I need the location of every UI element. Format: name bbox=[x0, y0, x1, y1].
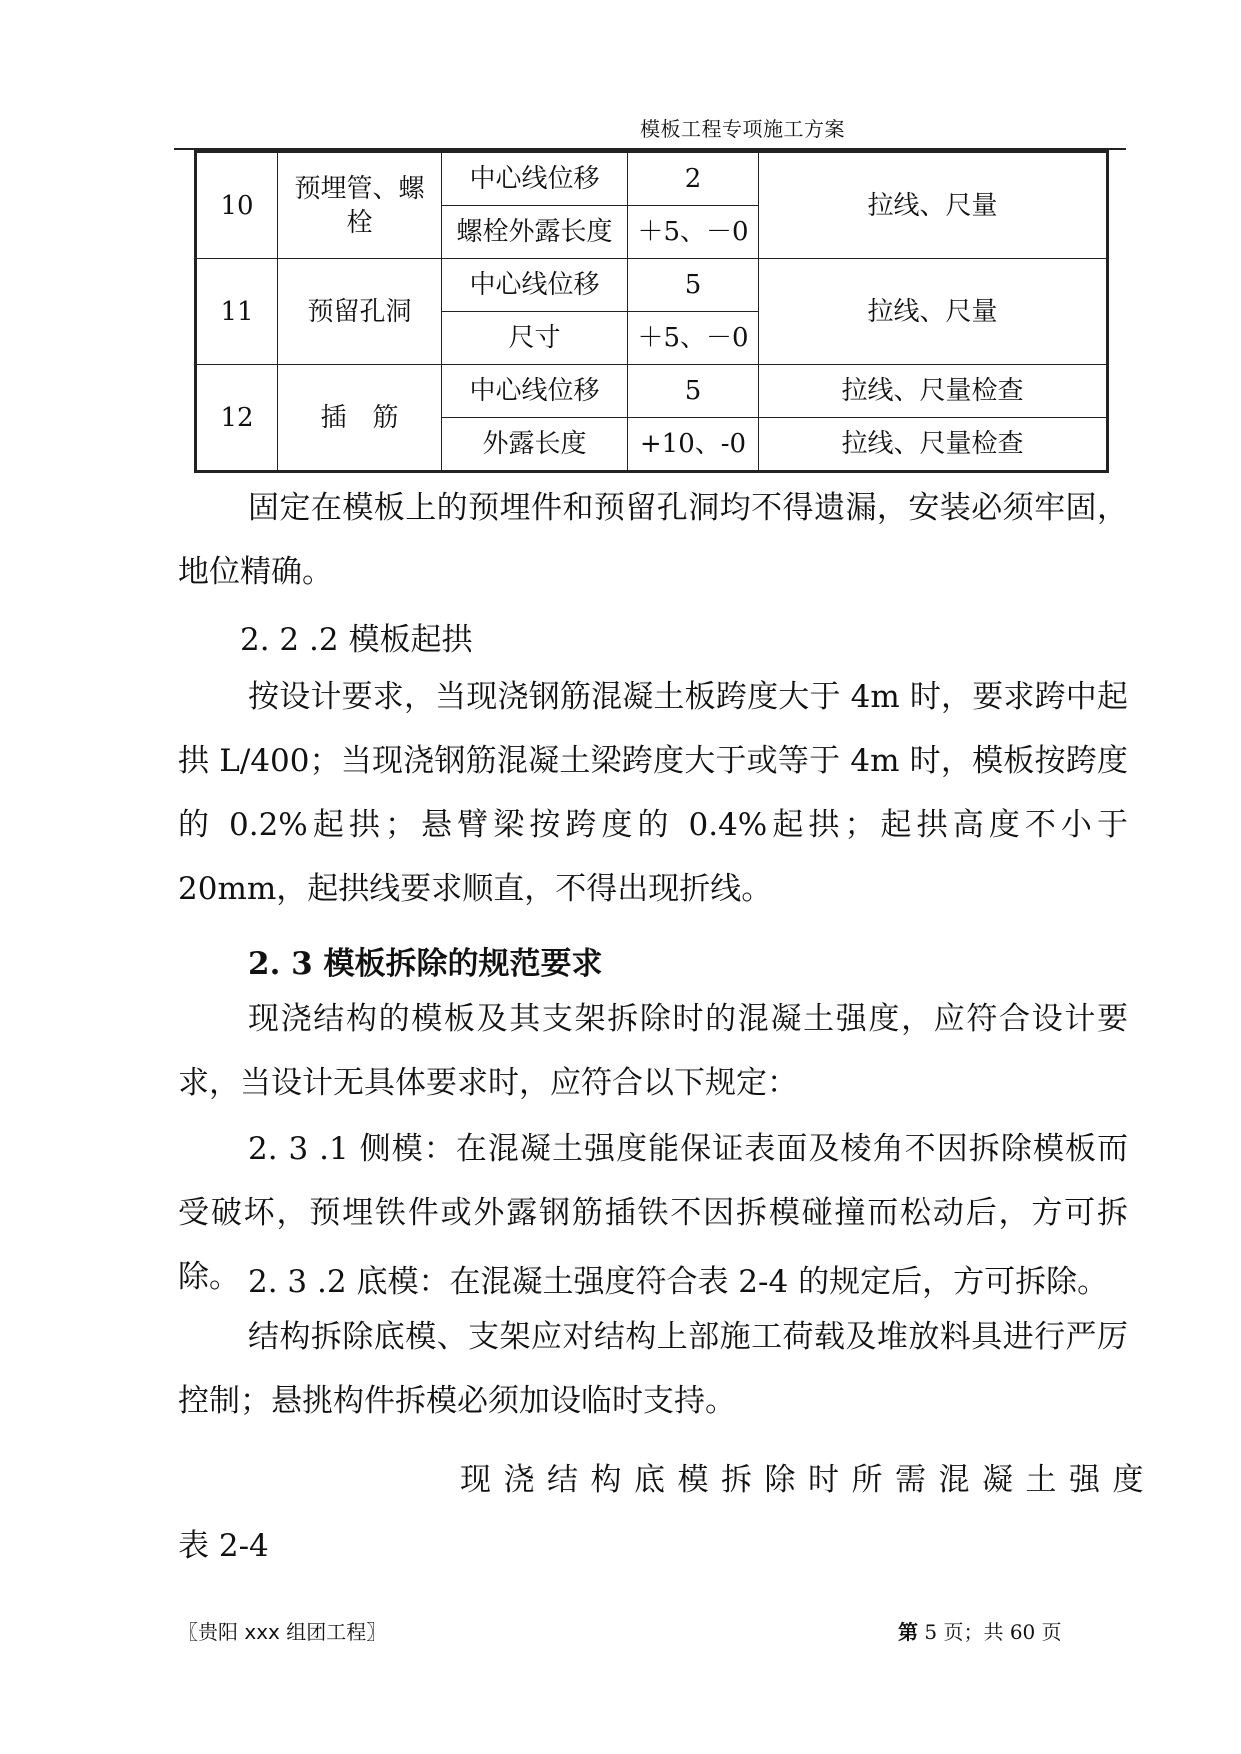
table-caption: 现浇结构底模拆除时所需混凝土强度 bbox=[460, 1462, 1156, 1498]
header-title: 模板工程专项施工方案 bbox=[640, 117, 845, 141]
paragraph-arching: 按设计要求，当现浇钢筋混凝土板跨度大于 4m 时，要求跨中起拱 L/400；当现浇钢筋混凝土梁跨度大于或等于 4m 时，模板按跨度的 0.2%起拱；悬臂梁按跨度的 0.4%起拱；起拱高度不小于 20mm，起拱线要求顺直，不得出现折线。 bbox=[178, 679, 1128, 907]
check-method: 拉线、尺量检查 bbox=[759, 418, 1108, 472]
tolerance-value: ＋5、－0 bbox=[628, 206, 759, 259]
check-method: 拉线、尺量检查 bbox=[759, 365, 1108, 418]
item-name: 预埋管、螺栓 bbox=[278, 152, 442, 259]
page-current: 5 bbox=[924, 1620, 938, 1644]
tolerance-value: 2 bbox=[628, 152, 759, 206]
item-name: 插 筋 bbox=[278, 365, 442, 472]
paragraph-embedded-parts: 固定在模板上的预埋件和预留孔洞均不得遗漏，安装必须牢固，地位精确。 bbox=[178, 490, 1128, 590]
paragraph-load-control: 结构拆除底模、支架应对结构上部施工荷载及堆放料具进行严厉控制；悬挑构件拆模必须加设临时支持。 bbox=[178, 1319, 1128, 1419]
sub-item: 中心线位移 bbox=[442, 259, 628, 312]
table-row bbox=[196, 152, 1108, 206]
page-prefix: 第 bbox=[898, 1620, 918, 1644]
sub-item: 尺寸 bbox=[442, 312, 628, 365]
check-method: 拉线、尺量 bbox=[759, 152, 1108, 259]
row-number: 10 bbox=[196, 152, 278, 259]
tolerance-table bbox=[194, 150, 1109, 473]
section-2-3-heading: 2. 3 模板拆除的规范要求 bbox=[248, 946, 603, 982]
row-number: 12 bbox=[196, 365, 278, 472]
tolerance-value: 5 bbox=[628, 365, 759, 418]
check-method: 拉线、尺量 bbox=[759, 259, 1108, 365]
sub-item: 外露长度 bbox=[442, 418, 628, 472]
table-row bbox=[196, 365, 1108, 418]
row-number: 11 bbox=[196, 259, 278, 365]
page-total: 60 bbox=[1009, 1620, 1036, 1644]
sub-item: 中心线位移 bbox=[442, 365, 628, 418]
paragraph-removal-strength: 现浇结构的模板及其支架拆除时的混凝土强度，应符合设计要求，当设计无具体要求时，应符合以下规定： bbox=[178, 1001, 1128, 1101]
footer-project: 〖贵阳 xxx 组团工程〗 bbox=[178, 1620, 387, 1644]
paragraph-side-form: 2. 3 .1 侧模：在混凝土强度能保证表面及棱角不因拆除模板而受破坏，预埋铁件或外露钢筋插铁不因拆模碰撞而松动后，方可拆除。 bbox=[178, 1131, 1128, 1295]
tolerance-value: 5 bbox=[628, 259, 759, 312]
tolerance-value: +10、-0 bbox=[628, 418, 759, 472]
page-mid: 页；共 bbox=[943, 1620, 1004, 1644]
sub-item: 螺栓外露长度 bbox=[442, 206, 628, 259]
footer-page-number bbox=[898, 1616, 1062, 1645]
item-name: 预留孔洞 bbox=[278, 259, 442, 365]
table-row bbox=[196, 259, 1108, 312]
section-2-2-2-heading: 2. 2 .2 模板起拱 bbox=[240, 622, 473, 658]
sub-item: 中心线位移 bbox=[442, 152, 628, 206]
table-number: 表 2-4 bbox=[178, 1528, 269, 1564]
page-suffix: 页 bbox=[1041, 1620, 1062, 1644]
tolerance-value: ＋5、－0 bbox=[628, 312, 759, 365]
section-2-3-2-bottom-form: 2. 3 .2 底模：在混凝土强度符合表 2-4 的规定后，方可拆除。 bbox=[248, 1264, 1109, 1300]
